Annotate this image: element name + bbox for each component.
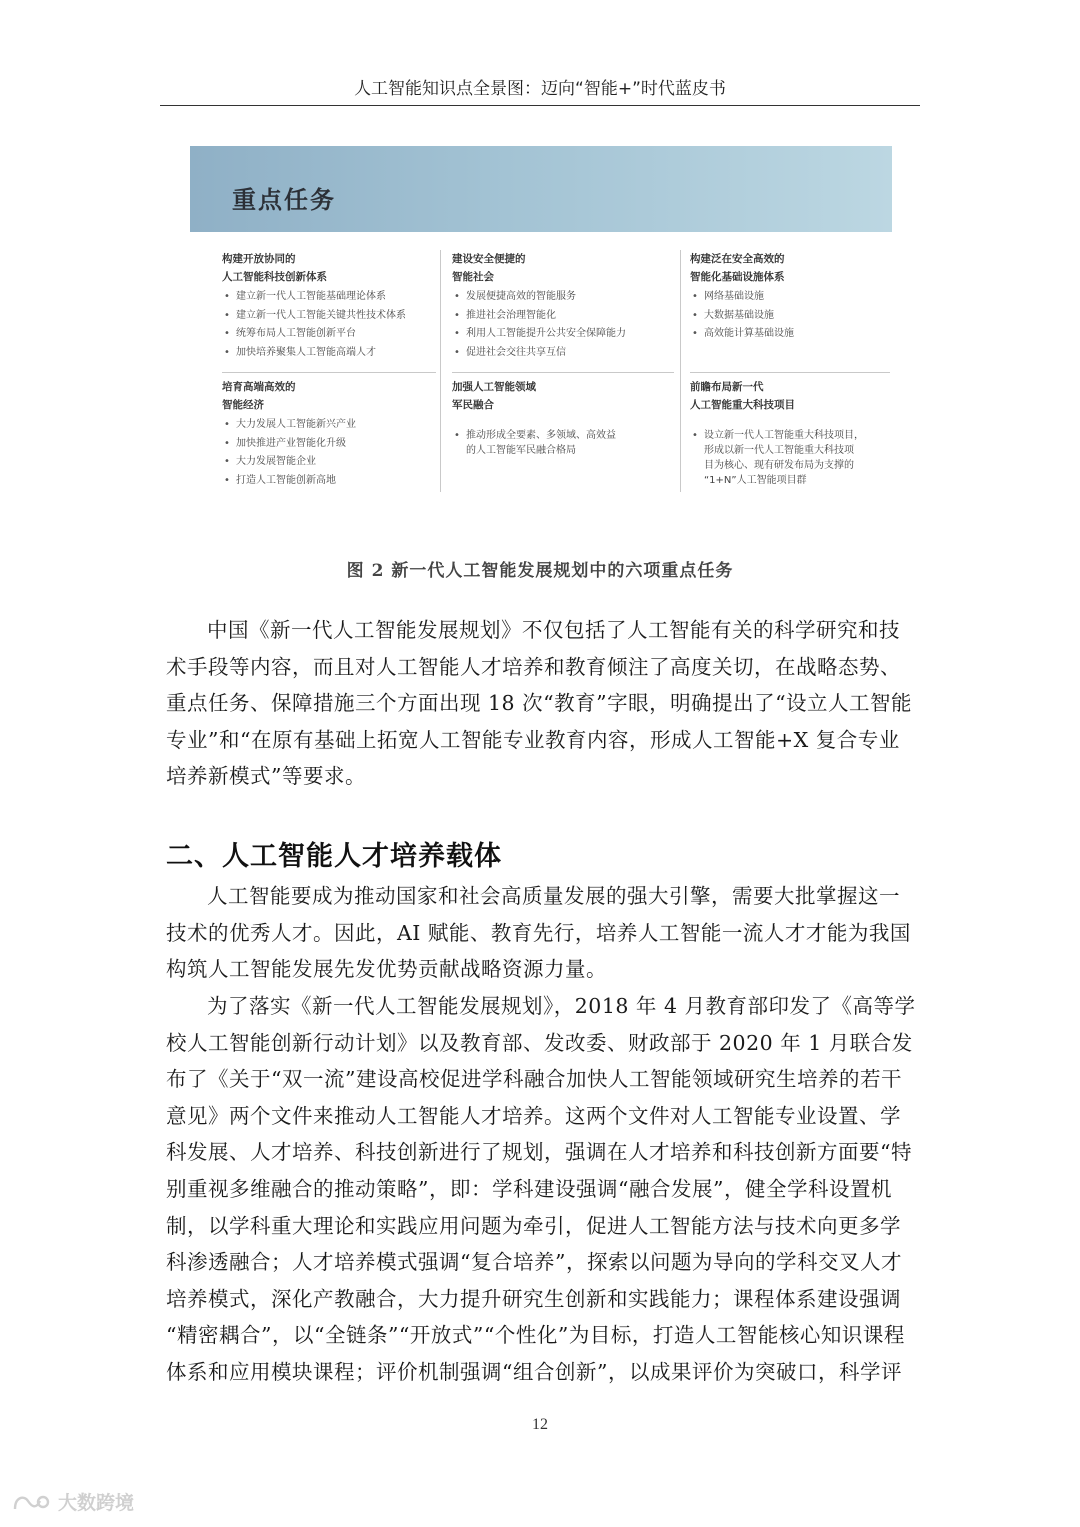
- text-line: 中国《新一代人工智能发展规划》不仅包括了人工智能有关的科学研究和技: [207, 618, 900, 642]
- text-line: 意见》两个文件来推动人工智能人才培养。这两个文件对人工智能专业设置、学: [166, 1103, 901, 1128]
- task-item: • 推动形成全要素、多领域、高效益: [452, 428, 678, 443]
- row-divider: [222, 372, 436, 373]
- task-item-continuation: 形成以新一代人工智能重大科技项: [704, 445, 854, 456]
- task-item: • 建立新一代人工智能基础理论体系: [222, 288, 448, 307]
- task-list: [452, 288, 678, 362]
- figure-caption: 图 2 新一代人工智能发展规划中的六项重点任务: [346, 561, 734, 581]
- task-heading-line: 培育高端高效的: [222, 381, 296, 393]
- task-list: [690, 288, 916, 344]
- banner-title: 重点任务: [232, 186, 336, 214]
- task-list: [222, 288, 448, 362]
- running-header: 人工智能知识点全景图：迈向“智能+”时代蓝皮书: [160, 76, 920, 106]
- task-heading-line: 加强人工智能领域: [452, 381, 536, 393]
- paragraph-1: [166, 612, 918, 795]
- row-divider: [690, 372, 890, 373]
- key-tasks-figure: [190, 146, 892, 498]
- row-divider: [452, 372, 674, 373]
- page-number: 12: [532, 1416, 548, 1433]
- task-item: • 发展便捷高效的智能服务: [452, 288, 678, 307]
- task-heading-line: 构建开放协同的: [222, 253, 296, 265]
- text-line: 专业”和“在原有基础上拓宽人工智能专业教育内容，形成人工智能+X 复合专业: [166, 727, 900, 752]
- task-item: • 大数据基础设施: [690, 307, 916, 326]
- text-line: 人工智能要成为推动国家和社会高质量发展的强大引擎，需要大批掌握这一: [207, 884, 900, 908]
- task-list: [222, 416, 448, 490]
- task-item: • 推进社会治理智能化: [452, 307, 678, 326]
- task-item-continuation: “1+N”人工智能项目群: [704, 475, 807, 486]
- text-line: 构筑人工智能发展先发优势贡献战略资源力量。: [166, 957, 607, 982]
- text-line: 校人工智能创新行动计划》以及教育部、发改委、财政部于 2020 年 1 月联合发: [166, 1030, 913, 1055]
- text-line: 体系和应用模块课程；评价机制强调“组合创新”，以成果评价为突破口，科学评: [166, 1359, 902, 1384]
- text-line: 制，以学科重大理论和实践应用问题为牵引，促进人工智能方法与技术向更多学: [166, 1213, 901, 1238]
- column-divider: [680, 250, 681, 492]
- task-heading-line: 人工智能科技创新体系: [222, 271, 327, 283]
- watermark: [12, 1488, 134, 1515]
- watermark-text: 大数跨境: [58, 1492, 135, 1514]
- column-divider: [440, 250, 441, 492]
- task-item: • 设立新一代人工智能重大科技项目，: [690, 428, 916, 443]
- task-item: • 打造人工智能创新高地: [222, 472, 448, 491]
- task-heading-line: 前瞻布局新一代: [690, 381, 764, 393]
- task-item-continuation: 目为核心、现有研发布局为支撑的: [704, 460, 854, 471]
- text-line: 培养新模式”等要求。: [166, 764, 366, 789]
- figure-banner: [190, 146, 892, 232]
- task-item: • 统筹布局人工智能创新平台: [222, 325, 448, 344]
- text-line: 别重视多维融合的推动策略”，即：学科建设强调“融合发展”，健全学科设置机: [166, 1176, 892, 1201]
- task-heading-line: 智能经济: [222, 399, 264, 411]
- task-item: • 利用人工智能提升公共安全保障能力: [452, 325, 678, 344]
- task-block: [452, 378, 678, 458]
- task-item: • 大力发展人工智能新兴产业: [222, 416, 448, 435]
- text-line: 布了《关于“双一流”建设高校促进学科融合加快人工智能领域研究生培养的若干: [166, 1067, 902, 1092]
- task-block: [690, 378, 916, 488]
- task-heading-line: 智能化基础设施体系: [690, 271, 785, 283]
- task-list: [452, 428, 678, 458]
- task-heading-line: 建设安全便捷的: [452, 253, 526, 265]
- task-heading-line: 智能社会: [452, 271, 494, 283]
- task-block: [452, 250, 678, 362]
- task-item: • 网络基础设施: [690, 288, 916, 307]
- text-line: “精密耦合”，以“全链条”“开放式”“个性化”为目标，打造人工智能核心知识课程: [166, 1323, 905, 1348]
- task-item: • 大力发展智能企业: [222, 453, 448, 472]
- task-list: [690, 428, 916, 488]
- text-line: 重点任务、保障措施三个方面出现 18 次“教育”字眼，明确提出了“设立人工智能: [166, 691, 913, 716]
- task-block: [222, 378, 448, 490]
- task-heading-line: 军民融合: [452, 399, 494, 411]
- paragraph-2: [166, 878, 918, 988]
- text-line: 科发展、人才培养、科技创新进行了规划，强调在人才培养和科技创新方面要“特: [166, 1140, 912, 1165]
- task-item: • 加快推进产业智能化升级: [222, 435, 448, 454]
- task-item: • 促进社会交往共享互信: [452, 344, 678, 363]
- task-item: • 建立新一代人工智能关键共性技术体系: [222, 307, 448, 326]
- text-line: 为了落实《新一代人工智能发展规划》，2018 年 4 月教育部印发了《高等学: [207, 994, 916, 1018]
- text-line: 培养模式，深化产教融合，大力提升研究生创新和实践能力；课程体系建设强调: [166, 1286, 901, 1311]
- watermark-logo-icon: [12, 1491, 52, 1513]
- task-item-continuation: 的人工智能军民融合格局: [466, 445, 576, 456]
- task-heading-line: 构建泛在安全高效的: [690, 253, 785, 265]
- section-title: 二、人工智能人才培养载体: [166, 841, 502, 872]
- task-heading-line: 人工智能重大科技项目: [690, 399, 795, 411]
- task-item: • 高效能计算基础设施: [690, 325, 916, 344]
- task-block: [690, 250, 916, 344]
- paragraph-3: [166, 988, 918, 1391]
- task-item: • 加快培养聚集人工智能高端人才: [222, 344, 448, 363]
- text-line: 术手段等内容，而且对人工智能人才培养和教育倾注了高度关切，在战略态势、: [166, 654, 901, 679]
- text-line: 技术的优秀人才。因此，AI 赋能、教育先行，培养人工智能一流人才才能为我国: [166, 920, 911, 945]
- text-line: 科渗透融合；人才培养模式强调“复合培养”，探索以问题为导向的学科交叉人才: [166, 1250, 902, 1275]
- task-block: [222, 250, 448, 362]
